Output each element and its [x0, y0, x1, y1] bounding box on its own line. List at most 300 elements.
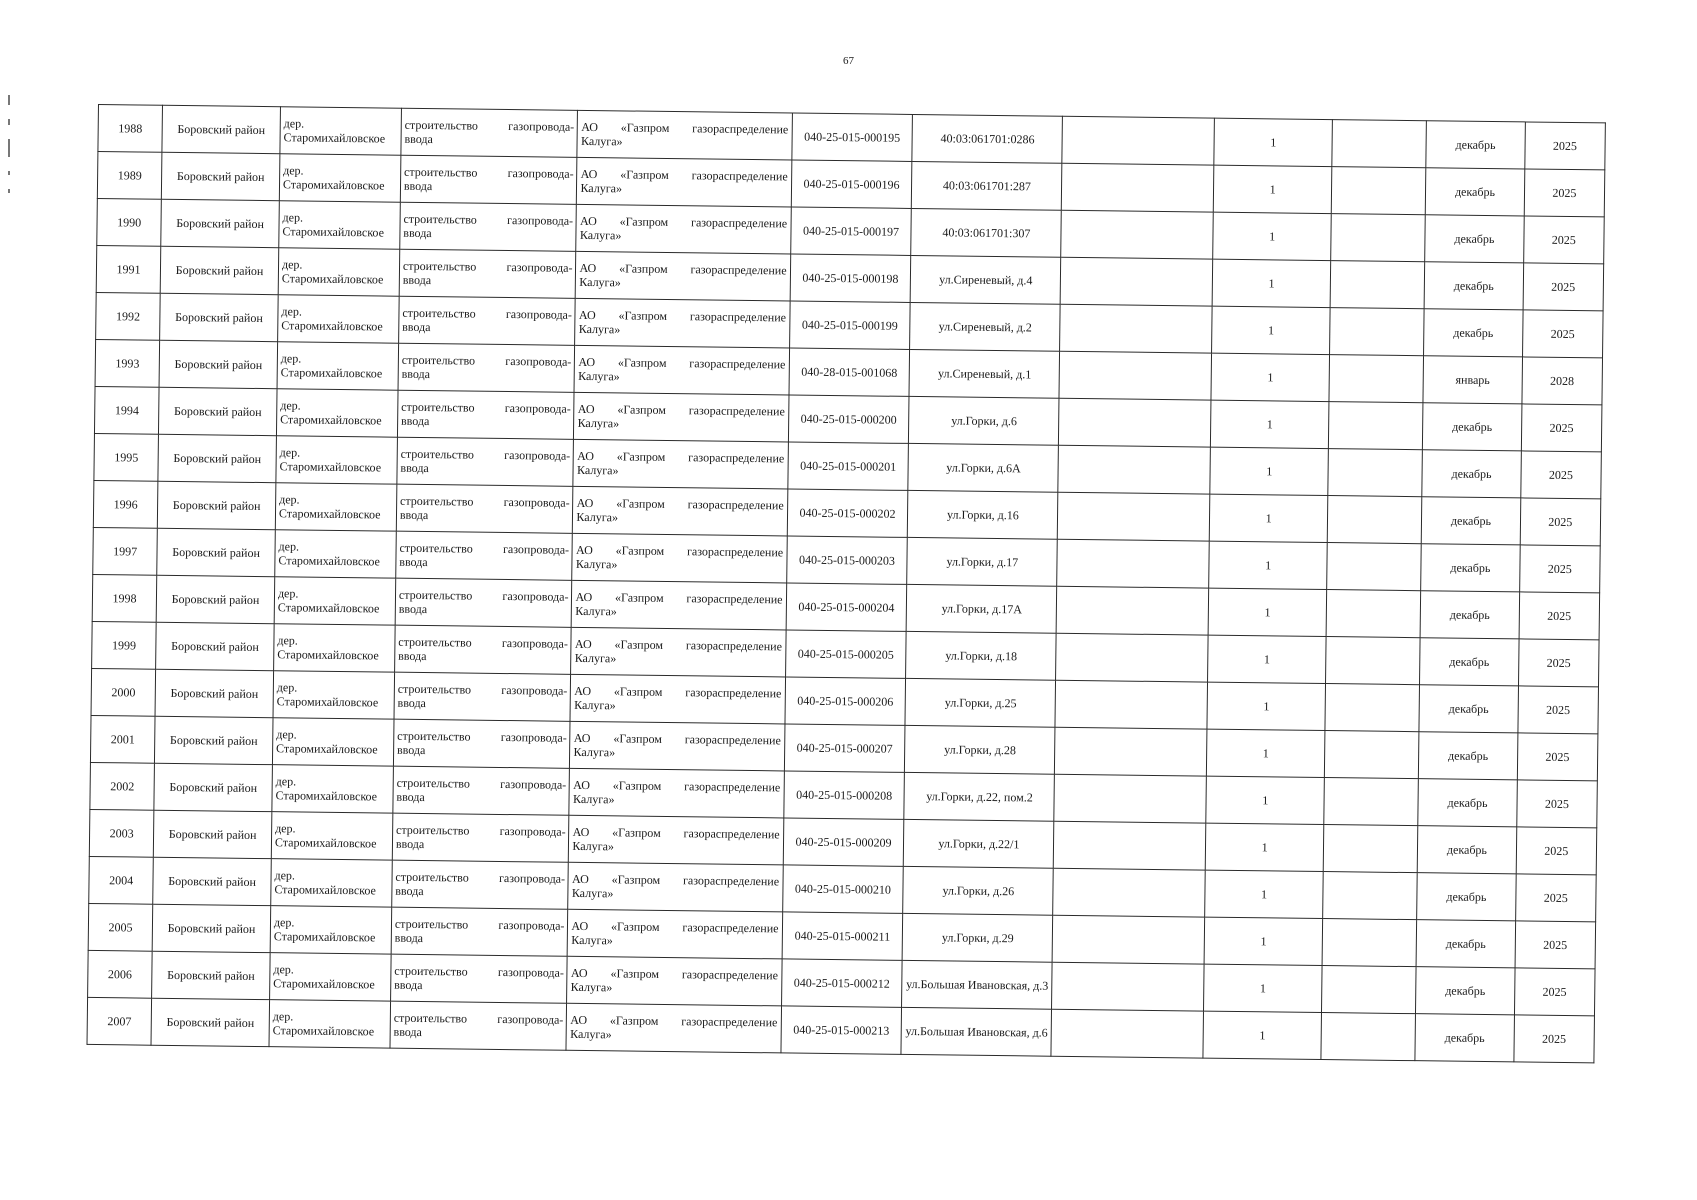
org-part1: АО — [573, 730, 591, 746]
work-type-cell — [398, 343, 575, 392]
organization-cell — [576, 204, 791, 254]
address: ул.Горки, д.6А — [946, 460, 1021, 476]
district: Боровский район — [166, 1014, 255, 1030]
row-number-cell — [95, 339, 160, 387]
object-code: 040-25-015-000212 — [793, 975, 890, 991]
month-cell — [1420, 591, 1519, 639]
district-cell — [157, 528, 275, 576]
org-part1: АО — [577, 401, 595, 417]
settlement-name: Старомихайловское — [281, 271, 384, 287]
settlement-prefix: дер. — [275, 821, 296, 836]
year-cell — [1514, 1015, 1595, 1063]
object-code-cell — [787, 489, 909, 537]
org-part1: АО — [578, 354, 596, 370]
district: Боровский район — [175, 309, 263, 326]
object-code: 040-25-015-000206 — [797, 693, 894, 709]
month-cell — [1416, 967, 1515, 1015]
district-cell — [162, 105, 280, 153]
work-type-line2: ввода — [400, 413, 430, 429]
work-type-line2: ввода — [403, 178, 433, 194]
quantity-cell — [1213, 212, 1331, 260]
org-part1: АО — [580, 213, 597, 229]
work-type-line2: ввода — [393, 1024, 423, 1040]
address: ул.Горки, д.29 — [941, 930, 1014, 946]
settlement-prefix: дер. — [283, 116, 305, 131]
empty-cell — [1330, 308, 1425, 356]
empty-cell — [1060, 257, 1213, 306]
settlement-name: Старомихайловское — [278, 553, 381, 569]
page-number: 67 — [843, 55, 854, 67]
year: 2025 — [1547, 561, 1572, 577]
district-cell — [159, 340, 277, 388]
quantity-cell — [1205, 870, 1323, 918]
row-number-cell — [94, 433, 159, 481]
work-type-line1: строительство газопровода- — [401, 399, 571, 416]
org-part3: газораспределение — [688, 403, 785, 419]
work-type-cell — [401, 108, 578, 157]
month: декабрь — [1453, 325, 1494, 341]
org-part1: АО — [575, 589, 593, 605]
district: Боровский район — [176, 168, 265, 185]
organization-cell — [572, 580, 787, 630]
register-table-wrapper — [87, 104, 1606, 1063]
district-cell — [151, 998, 269, 1046]
work-type-line2: ввода — [399, 507, 429, 523]
quantity: 1 — [1261, 840, 1268, 855]
address-cell — [902, 960, 1052, 1009]
settlement-cell — [271, 859, 393, 907]
work-type-line1: строительство газопровода- — [395, 822, 566, 839]
organization-cell — [569, 815, 784, 865]
org-line2: Калуга» — [580, 180, 623, 196]
row-number: 1989 — [117, 168, 142, 183]
year-cell — [1516, 780, 1597, 828]
empty-cell — [1058, 492, 1211, 541]
month-cell — [1421, 544, 1520, 592]
empty-cell — [1327, 543, 1422, 591]
object-code-cell — [783, 818, 905, 866]
month: декабрь — [1449, 607, 1490, 623]
district: Боровский район — [176, 215, 265, 232]
work-type-cell — [391, 907, 568, 956]
org-part3: газораспределение — [687, 497, 784, 513]
empty-cell — [1059, 351, 1212, 400]
empty-cell — [1324, 731, 1419, 779]
org-part2: «Газпром — [619, 214, 669, 229]
quantity: 1 — [1266, 464, 1273, 479]
settlement-name: Старомихайловское — [273, 976, 375, 992]
object-code: 040-25-015-000197 — [802, 223, 900, 239]
address: 40:03:061701:287 — [942, 178, 1032, 194]
org-part3: газораспределение — [684, 779, 781, 795]
address-cell — [911, 255, 1061, 304]
settlement-name: Старомихайловское — [280, 412, 382, 428]
empty-cell — [1327, 496, 1422, 544]
district: Боровский район — [177, 121, 266, 138]
object-code-cell — [786, 536, 908, 584]
settlement-cell — [280, 107, 402, 155]
year: 2025 — [1551, 279, 1576, 295]
object-code: 040-25-015-000208 — [796, 787, 893, 803]
object-code: 040-25-015-000210 — [794, 881, 892, 897]
year-cell — [1519, 545, 1600, 593]
row-number-cell — [96, 292, 161, 340]
empty-cell — [1326, 637, 1421, 685]
quantity: 1 — [1269, 229, 1276, 244]
organization-cell — [569, 768, 784, 818]
row-number: 1991 — [116, 262, 141, 277]
org-part1: АО — [573, 777, 591, 793]
quantity-cell — [1204, 964, 1322, 1012]
settlement-prefix: дер. — [279, 445, 301, 460]
district: Боровский район — [167, 920, 256, 936]
month-cell — [1415, 1014, 1514, 1062]
object-code: 040-25-015-000207 — [796, 740, 893, 756]
address: ул.Горки, д.22/1 — [938, 836, 1020, 852]
org-part3: газораспределение — [685, 685, 782, 701]
month-cell — [1423, 356, 1522, 404]
month: декабрь — [1445, 936, 1486, 952]
organization-cell — [573, 439, 788, 489]
district-cell — [158, 481, 276, 529]
org-part2: «Газпром — [609, 1013, 659, 1028]
org-line2: Калуга» — [574, 697, 616, 713]
org-line2: Калуга» — [572, 791, 615, 807]
row-number-cell — [89, 809, 154, 857]
settlement-prefix: дер. — [281, 304, 302, 319]
settlement-prefix: дер. — [276, 727, 297, 742]
settlement-prefix: дер. — [277, 586, 299, 601]
empty-cell — [1056, 586, 1209, 635]
month-cell — [1422, 450, 1521, 498]
object-code-cell — [790, 207, 912, 255]
settlement-name: Старомихайловское — [274, 835, 377, 851]
empty-cell — [1057, 539, 1210, 588]
settlement-name: Старомихайловское — [280, 365, 383, 381]
address-cell — [903, 866, 1053, 915]
year: 2025 — [1548, 514, 1573, 530]
address-cell — [908, 443, 1058, 492]
work-type-line1: строительство газопровода- — [397, 728, 567, 745]
row-number: 1992 — [115, 309, 141, 324]
org-line2: Калуга» — [580, 133, 623, 149]
year-cell — [1519, 592, 1600, 640]
row-number-cell — [87, 997, 152, 1045]
org-part3: газораспределение — [689, 356, 786, 372]
scan-margin-marks — [8, 95, 14, 315]
month-cell — [1416, 920, 1515, 968]
settlement-cell — [279, 201, 401, 249]
object-code-cell — [782, 912, 904, 960]
month-cell — [1420, 638, 1519, 686]
settlement-prefix: дер. — [282, 210, 304, 225]
district-cell — [154, 763, 272, 811]
year-cell — [1514, 968, 1595, 1016]
year-cell — [1522, 357, 1603, 405]
address: ул.Горки, д.25 — [944, 695, 1017, 711]
work-type-line1: строительство газопровода- — [403, 211, 574, 228]
empty-cell — [1323, 825, 1418, 873]
year-cell — [1515, 874, 1596, 922]
settlement-cell — [272, 718, 394, 766]
district-cell — [162, 152, 280, 200]
address-cell — [908, 490, 1058, 539]
month: декабрь — [1448, 701, 1489, 717]
empty-cell — [1060, 304, 1213, 353]
organization-cell — [568, 862, 783, 912]
month: декабрь — [1453, 278, 1494, 294]
org-part2: «Газпром — [611, 872, 661, 887]
settlement-name: Старомихайловское — [272, 1023, 375, 1039]
month-cell — [1423, 403, 1522, 451]
quantity-cell — [1207, 682, 1325, 730]
object-code-cell — [787, 442, 909, 490]
organization-cell — [567, 956, 782, 1006]
org-part3: газораспределение — [688, 450, 785, 466]
quantity: 1 — [1259, 1028, 1266, 1043]
table-body — [87, 105, 1605, 1063]
org-line2: Калуга» — [578, 321, 621, 337]
district-cell — [160, 246, 278, 294]
month: декабрь — [1454, 184, 1496, 200]
org-part2: «Газпром — [618, 308, 668, 323]
object-code-cell — [791, 160, 913, 208]
empty-cell — [1052, 962, 1205, 1011]
org-part3: газораспределение — [690, 215, 788, 231]
district: Боровский район — [169, 779, 258, 795]
quantity: 1 — [1260, 934, 1267, 949]
district-cell — [155, 716, 273, 764]
address: ул.Горки, д.18 — [945, 648, 1018, 664]
quantity: 1 — [1267, 323, 1275, 338]
settlement-name: Старомихайловское — [282, 224, 385, 240]
object-code-cell — [782, 865, 904, 913]
address: ул.Горки, д.28 — [944, 742, 1017, 758]
work-type-line1: строительство газопровода- — [399, 540, 570, 557]
org-line2: Калуга» — [578, 368, 620, 384]
work-type-cell — [400, 202, 577, 251]
year: 2025 — [1548, 467, 1574, 483]
org-part1: АО — [571, 918, 589, 934]
month-cell — [1418, 779, 1517, 827]
row-number-cell — [88, 950, 153, 998]
org-part1: АО — [578, 307, 596, 323]
quantity-cell — [1207, 729, 1325, 777]
month-cell — [1425, 215, 1524, 263]
district-cell — [158, 434, 276, 482]
object-code-cell — [781, 959, 903, 1007]
row-number-cell — [97, 152, 162, 200]
org-part2: «Газпром — [613, 684, 663, 699]
org-part3: газораспределение — [681, 1014, 778, 1030]
org-line2: Калуга» — [570, 1026, 612, 1042]
year: 2025 — [1545, 749, 1570, 765]
quantity: 1 — [1265, 558, 1272, 573]
work-type-line2: ввода — [402, 272, 432, 288]
work-type-line2: ввода — [394, 977, 423, 993]
month: январь — [1455, 372, 1490, 388]
work-type-line1: строительство газопровода- — [404, 164, 574, 181]
empty-cell — [1054, 821, 1207, 870]
district: Боровский район — [168, 873, 256, 889]
empty-cell — [1052, 915, 1205, 964]
work-type-line1: строительство газопровода- — [396, 775, 567, 792]
year: 2025 — [1549, 420, 1574, 436]
row-number-cell — [91, 668, 156, 716]
quantity-cell — [1212, 259, 1330, 307]
row-number: 1988 — [118, 121, 143, 136]
organization-cell — [576, 251, 791, 301]
month-cell — [1424, 309, 1523, 357]
quantity: 1 — [1267, 370, 1274, 385]
settlement-prefix: дер. — [273, 915, 295, 930]
address-cell — [911, 208, 1061, 257]
empty-cell — [1322, 966, 1417, 1014]
quantity-cell — [1211, 353, 1329, 401]
work-type-cell — [400, 155, 577, 204]
org-part2: «Газпром — [620, 167, 669, 182]
address-cell — [906, 631, 1056, 680]
settlement-name: Старомихайловское — [275, 788, 378, 804]
month-cell — [1425, 168, 1524, 216]
org-part1: АО — [571, 871, 589, 887]
row-number-cell — [88, 903, 153, 951]
settlement-name: Старомихайловское — [279, 459, 382, 475]
settlement-cell — [269, 1000, 391, 1048]
object-code-cell — [785, 630, 907, 678]
quantity: 1 — [1264, 605, 1271, 620]
org-line2: Калуга» — [571, 932, 613, 948]
org-part3: газораспределение — [689, 309, 787, 325]
org-line2: Калуга» — [579, 227, 622, 243]
year-cell — [1516, 827, 1597, 875]
district: Боровский район — [168, 826, 257, 842]
organization-cell — [566, 1003, 781, 1053]
work-type-line2: ввода — [395, 836, 425, 852]
year: 2025 — [1552, 138, 1578, 154]
row-number: 2007 — [107, 1014, 132, 1029]
organization-cell — [577, 110, 792, 160]
settlement-cell — [275, 483, 397, 531]
row-number: 2004 — [109, 873, 134, 888]
settlement-name: Старомихайловское — [277, 600, 380, 616]
org-part2: «Газпром — [612, 778, 662, 793]
work-type-line2: ввода — [402, 319, 431, 335]
address-cell — [907, 537, 1057, 586]
year-cell — [1518, 639, 1599, 687]
year: 2028 — [1549, 373, 1575, 389]
org-part3: газораспределение — [685, 638, 783, 654]
org-part1: АО — [570, 1012, 588, 1028]
quantity: 1 — [1263, 699, 1270, 714]
row-number-cell — [97, 198, 162, 246]
work-type-line1: строительство газопровода- — [395, 869, 566, 886]
quantity: 1 — [1261, 887, 1268, 902]
row-number-cell — [93, 527, 158, 575]
address: ул.Горки, д.22, пом.2 — [926, 789, 1033, 805]
address-cell — [905, 678, 1055, 727]
work-type-line1: строительство газопровода- — [393, 1010, 564, 1027]
row-number: 2003 — [109, 826, 134, 841]
district: Боровский район — [172, 544, 261, 561]
district-cell — [152, 951, 270, 999]
object-code-cell — [789, 301, 911, 349]
settlement-prefix: дер. — [278, 539, 300, 554]
work-type-line1: строительство газопровода- — [397, 681, 568, 698]
object-code-cell — [785, 677, 907, 725]
org-line2: Калуга» — [576, 462, 619, 478]
district: Боровский район — [169, 732, 258, 748]
work-type-line2: ввода — [401, 366, 431, 382]
org-part3: газораспределение — [690, 262, 787, 278]
year-cell — [1518, 686, 1599, 734]
quantity: 1 — [1262, 746, 1269, 761]
org-part2: «Газпром — [610, 966, 660, 981]
quantity-cell — [1212, 306, 1330, 354]
row-number: 1990 — [117, 215, 142, 230]
object-code: 040-25-015-000213 — [793, 1022, 890, 1038]
org-line2: Калуга» — [577, 415, 620, 431]
district: Боровский район — [175, 262, 264, 279]
row-number: 1998 — [112, 591, 137, 606]
work-type-cell — [398, 296, 575, 345]
year-cell — [1515, 921, 1596, 969]
object-code-cell — [783, 771, 905, 819]
org-part1: АО — [576, 495, 594, 511]
work-type-cell — [396, 484, 573, 533]
work-type-cell — [390, 1001, 567, 1050]
row-number: 2006 — [107, 967, 133, 982]
row-number: 2002 — [110, 779, 135, 794]
work-type-line2: ввода — [404, 131, 433, 147]
org-part1: АО — [581, 119, 599, 135]
settlement-cell — [278, 295, 400, 343]
work-type-line1: строительство газопровода- — [399, 493, 570, 510]
empty-cell — [1328, 449, 1423, 497]
settlement-cell — [272, 765, 394, 813]
object-code-cell — [786, 583, 908, 631]
empty-cell — [1326, 590, 1421, 638]
settlement-cell — [275, 530, 397, 578]
address: ул.Горки, д.26 — [942, 883, 1015, 899]
settlement-prefix: дер. — [283, 163, 304, 178]
work-type-line2: ввода — [398, 648, 427, 664]
settlement-prefix: дер. — [276, 680, 298, 695]
quantity-cell — [1214, 165, 1332, 213]
month: декабрь — [1447, 795, 1488, 811]
object-code: 040-25-015-000209 — [795, 834, 892, 850]
work-type-line1: строительство газопровода- — [402, 305, 573, 322]
empty-cell — [1062, 116, 1215, 165]
settlement-cell — [270, 953, 392, 1001]
month-cell — [1424, 262, 1523, 310]
org-line2: Калуга» — [573, 744, 616, 760]
quantity-cell — [1203, 1011, 1321, 1059]
empty-cell — [1329, 355, 1424, 403]
quantity-cell — [1208, 635, 1326, 683]
month: декабрь — [1448, 748, 1489, 764]
work-type-cell — [392, 813, 569, 862]
row-number-cell — [98, 105, 163, 153]
org-line2: Калуга» — [574, 650, 617, 666]
month-cell — [1426, 121, 1525, 169]
org-part3: газораспределение — [686, 544, 784, 560]
district: Боровский район — [171, 638, 259, 655]
organization-cell — [571, 627, 786, 677]
district-cell — [156, 622, 274, 670]
settlement-cell — [279, 154, 401, 202]
object-code: 040-25-015-000203 — [798, 552, 896, 568]
